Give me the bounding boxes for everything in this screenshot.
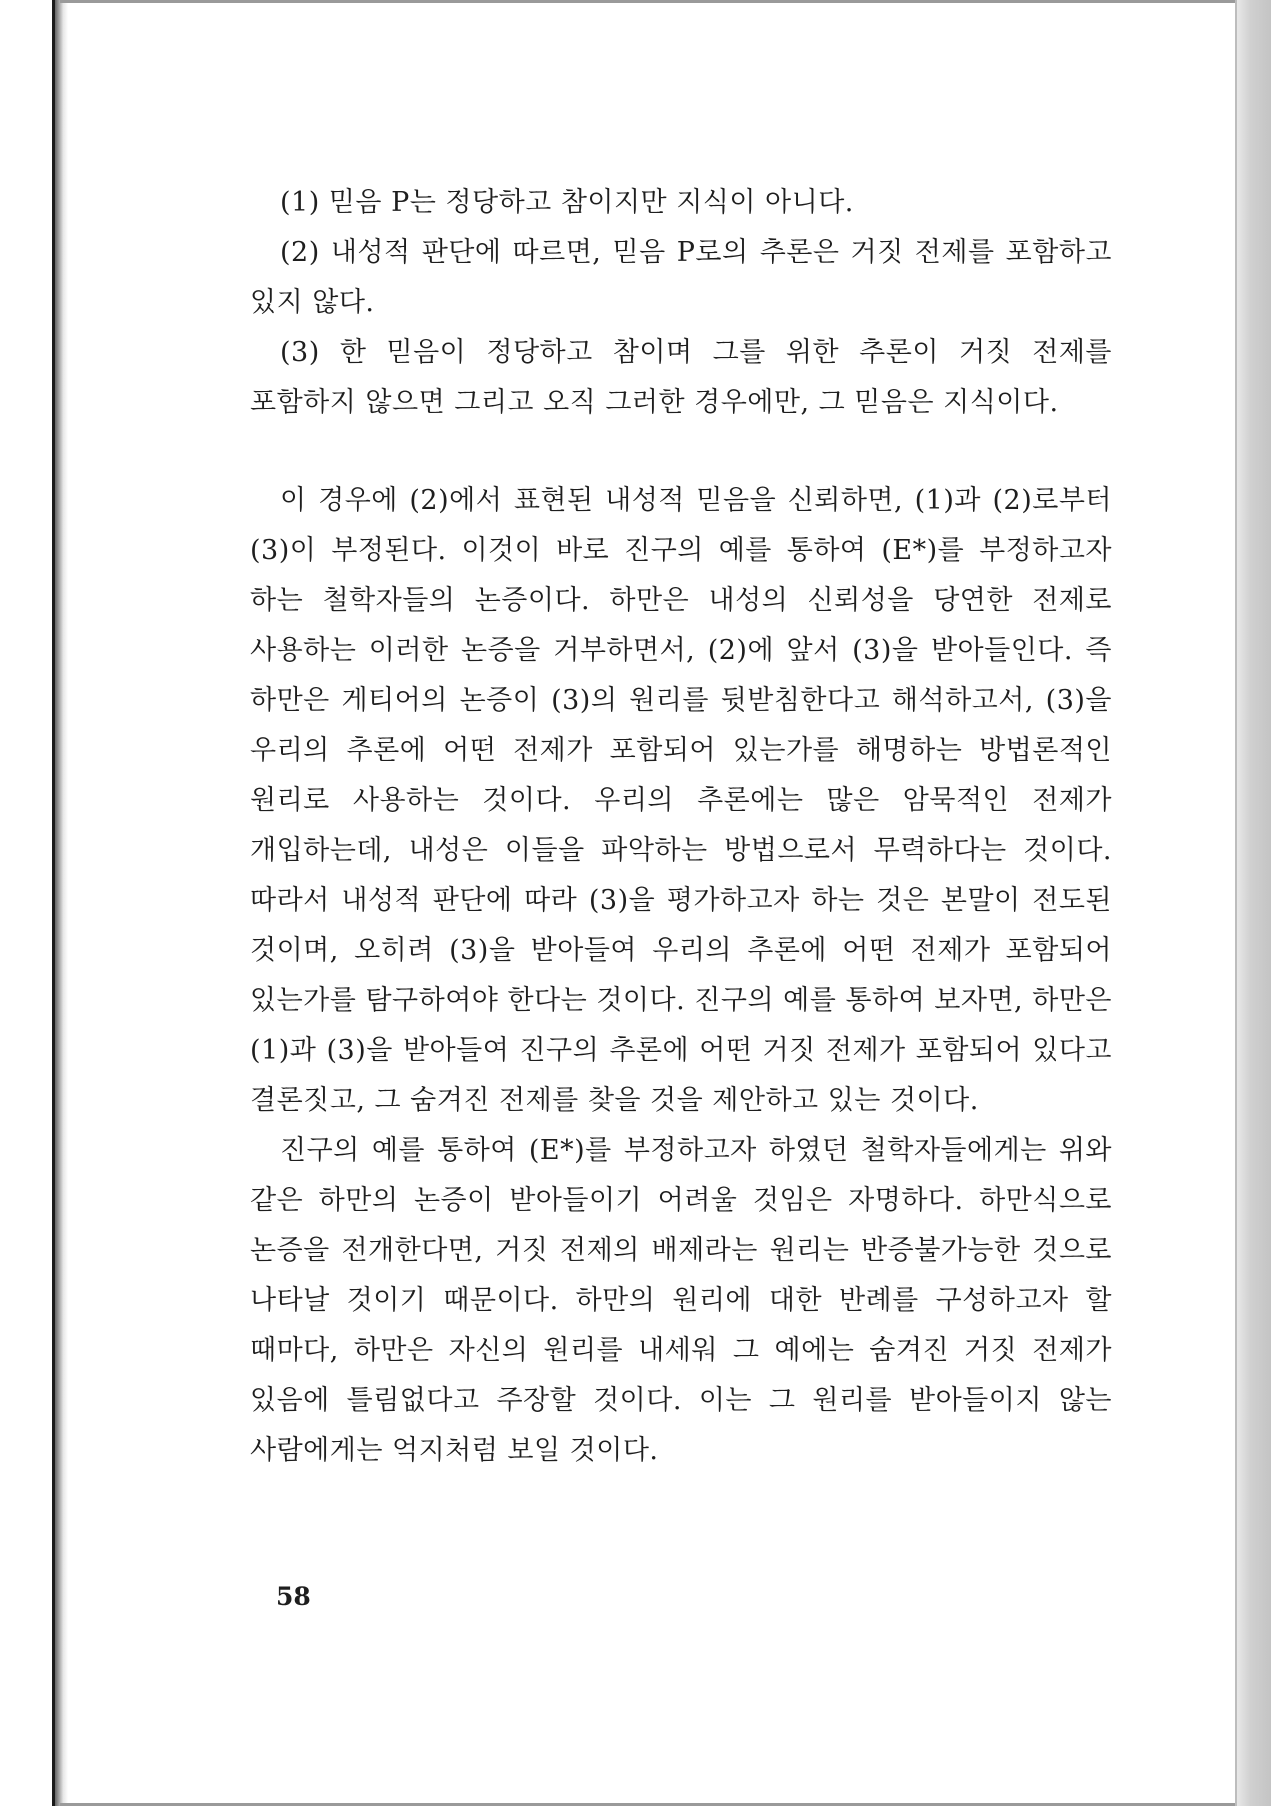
page-top-border [60, 0, 1237, 3]
premise-2: (2) 내성적 판단에 따르면, 믿음 P로의 추론은 거짓 전제를 포함하고 있지 않다. [250, 237, 1112, 318]
page-number: 58 [276, 1582, 311, 1611]
premise-1: (1) 믿음 P는 정당하고 참이지만 지식이 아니다. [280, 187, 854, 218]
body-text [250, 178, 1112, 1476]
page-left-edge [52, 0, 55, 1806]
paragraph-2: 진구의 예를 통하여 (E*)를 부정하고자 하였던 철학자들에게는 위와 같은 하만의 논증이 받아들이기 어려울 것임은 자명하다. 하만식으로 논증을 전개한다면, 거짓 전제의 배제라는 원리는 반증불가능한 것으로 나타날 것이기 때문이다. 하만의 원리에 대한 반례를 구성하고자 할 때마다, 하만은 자신의 원리를 내세워 그 예에는 숨겨진 거짓 전제가 있음에 틀림없다고 주장할 것이다. 이는 그 원리를 받아들이지 않는 사람에게는 억지처럼 보일 것이다. [250, 1135, 1112, 1466]
section-gap [250, 428, 1112, 476]
paragraph-1: 이 경우에 (2)에서 표현된 내성적 믿음을 신뢰하면, (1)과 (2)로부터 (3)이 부정된다. 이것이 바로 진구의 예를 통하여 (E*)를 부정하고자 하는 철학자들의 논증이다. 하만은 내성의 신뢰성을 당연한 전제로 사용하는 이러한 논증을 거부하면서, (2)에 앞서 (3)을 받아들인다. 즉 하만은 게티어의 논증이 (3)의 원리를 뒷받침한다고 해석하고서, (3)을 우리의 추론에 어떤 전제가 포함되어 있는가를 해명하는 방법론적인 원리로 사용하는 것이다. 우리의 추론에는 많은 암묵적인 전제가 개입하는데, 내성은 이들을 파악하는 방법으로서 무력하다는 것이다. 따라서 내성적 판단에 따라 (3)을 평가하고자 하는 것은 본말이 전도된 것이며, 오히려 (3)을 받아들여 우리의 추론에 어떤 전제가 포함되어 있는가를 탐구하여야 한다는 것이다. 진구의 예를 통하여 보자면, 하만은 (1)과 (3)을 받아들여 진구의 추론에 어떤 거짓 전제가 포함되어 있다고 결론짓고, 그 숨겨진 전제를 찾을 것을 제안하고 있는 것이다. [250, 485, 1112, 1116]
page-right-fold [1237, 0, 1271, 1806]
premise-3: (3) 한 믿음이 정당하고 참이며 그를 위한 추론이 거짓 전제를 포함하지 않으면 그리고 오직 그러한 경우에만, 그 믿음은 지식이다. [250, 337, 1112, 418]
